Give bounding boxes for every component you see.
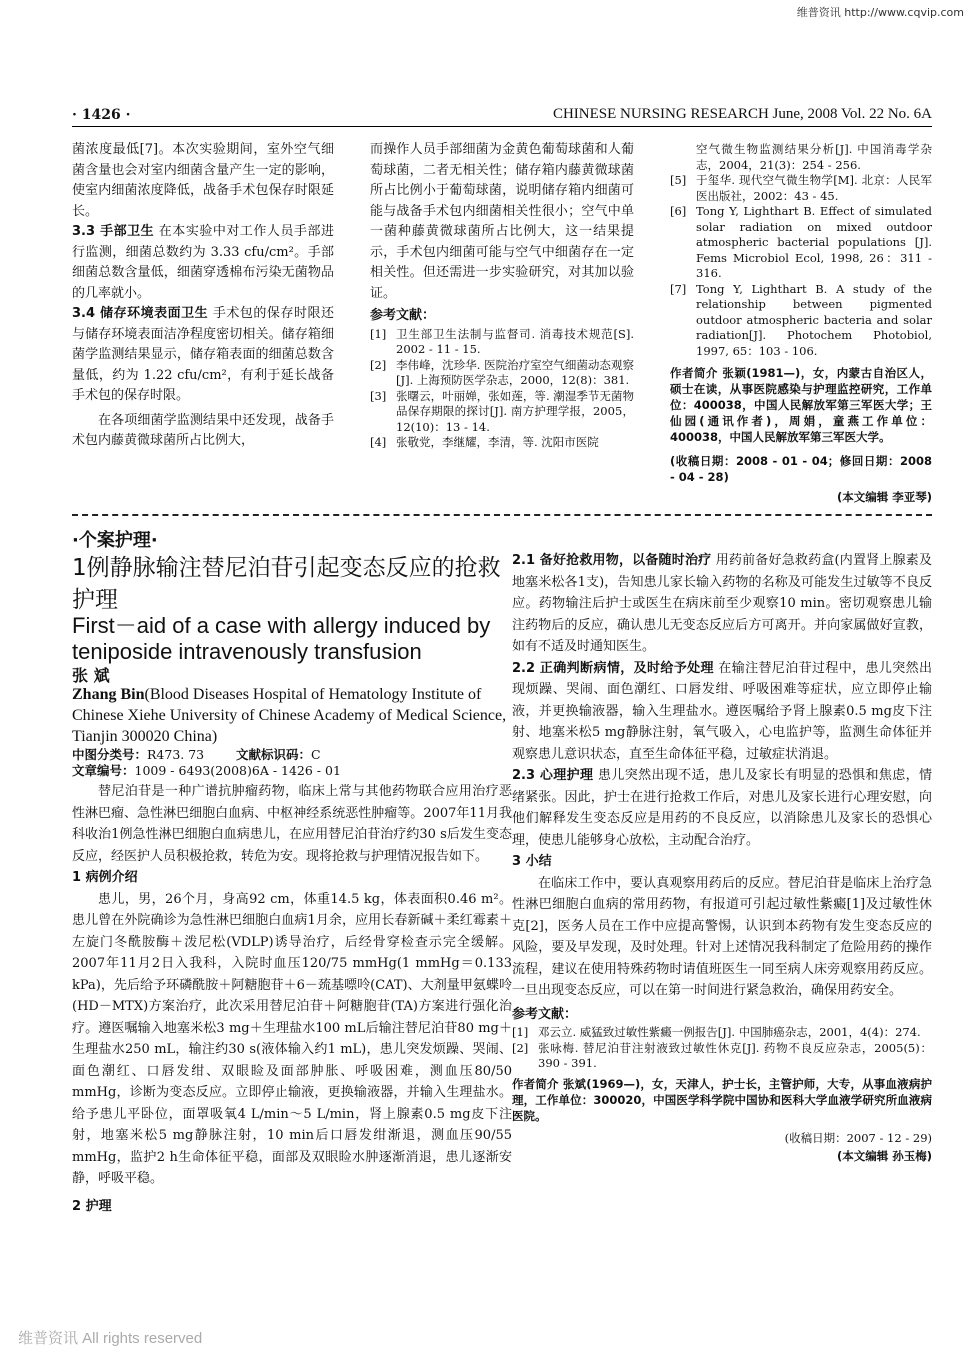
- paragraph: 而操作人员手部细菌为金黄色葡萄球菌和人葡萄球菌，二者无相关性；储存箱内藤黄微球菌所占比例小于葡萄球菌，说明储存箱内细菌可能与战备手术包内细菌相关性很小；空气中单一菌种藤黄微球菌所占比例大，这一结果提示，手术包内细菌可能与空气中细菌存在一定相关性。但还需进一步实验研究，对其加以验证。: [370, 142, 634, 301]
- section-3-4: [72, 304, 334, 407]
- section-heading: 3.3 手部卫生: [72, 224, 155, 239]
- classification-line: 中图分类号：R473. 73 文献标识码：C: [72, 747, 321, 762]
- reference-item: [3] 张曙云，叶丽婵，张如莲，等. 潮湿季节无菌物品保存期限的探讨[J]. 南方护理学报，2005，12(10)：13 - 14.: [370, 388, 634, 434]
- section-2-3: 2.3 心理护理 患儿突然出现不适，患儿及家长有明显的恐惧和焦虑，情绪紧张。因此，护士在进行抢救工作后，对患儿及家长进行心理安慰，向他们解释发生变态反应是用药的不良反应，以消除患儿及家长的恐惧心理，使患儿能够身心放松，主动配合治疗。: [512, 768, 932, 848]
- article-col-right: [512, 550, 932, 1167]
- received-date: (收稿日期：2008 - 01 - 04；修回日期：2008 - 04 - 28): [670, 454, 932, 484]
- received-date: (收稿日期：2007 - 12 - 29): [784, 1130, 932, 1145]
- column-tag: ·个案护理·: [72, 530, 158, 551]
- affiliation-text: (Blood Diseases Hospital of Hematology Institute of Chinese Xiehe University of Chinese Academy of Medical Science, Tianjin 300020 China): [72, 686, 507, 745]
- author-note: 作者简介 张颖(1981—)，女，内蒙古自治区人，硕士在读，从事医院感染与护理监控研究，工作单位：400038，中国人民解放军第三军医大学；王仙园(通讯作者)，周娟，童燕工作单位：400038，中国人民解放军第三军医大学。: [670, 366, 932, 444]
- prev-col-3: [670, 142, 932, 508]
- author-note: 作者简介 张斌(1969—)，女，天津人，护士长，主管护师，大专，从事血液病护理，工作单位：300020，中国医学科学院中国协和医科大学血液学研究所血液病医院。: [512, 1076, 932, 1123]
- section-heading: 3.4 储存环境表面卫生: [72, 306, 209, 321]
- article-col-left: [72, 781, 512, 1217]
- section-heading-1: 1 病例介绍: [72, 870, 138, 885]
- section-body: 手术包的保存时限还与储存环境表面洁净程度密切相关。储存箱细菌学监测结果显示，储存箱表面的细菌总数含量低，约为 1.22 cfu/cm²，有利于延长战备手术包的保存时限。: [72, 306, 334, 403]
- summary-paragraph: 在临床工作中，要认真观察用药后的反应。替尼泊苷是临床上治疗急性淋巴细胞白血病的常用药物，有报道可引起过敏性紫癜[1]及过敏性休克[2]，医务人员在工作中应提高警惕，认识到本药物有发生变态反应的风险，要及早发现，及时处理。针对上述情况我科制定了危险用药的操作流程，建议在使用特殊药物时请值班医生一同至病人床旁观察用药反应。一旦出现变态反应，可以在第一时间进行紧急救治，确保用药安全。: [512, 875, 932, 998]
- reference-item: [7] Tong Y, Lighthart B. A study of the relationship between pigmented outdoor atmospheric bacteria and solar radiation[J]. Photochem Photobiol, 1997, 65：103 - 106.: [670, 281, 932, 358]
- section-3-3: [72, 222, 334, 304]
- reference-item: 空气微生物监测结果分析[J]. 中国消毒学杂志，2004，21(3)：254 - 256.: [696, 142, 932, 172]
- author-name: 张 斌: [72, 666, 110, 685]
- section-heading-2: 2 护理: [72, 1198, 112, 1214]
- section-divider: [72, 514, 932, 516]
- reference-item: [5] 于玺华. 现代空气微生物学[M]. 北京：人民军医出版社，2002：43 - 45.: [670, 173, 932, 203]
- reference-item: [6] Tong Y, Lighthart B. Effect of simulated solar radiation on mixed outdoor atmospheric bacterial populations [J]. Fems Microbiol Ecol, 1998, 26：311 - 316.: [670, 204, 932, 280]
- article-title-cn: 1例静脉输注替尼泊苷引起变态反应的抢救护理: [72, 555, 501, 613]
- page-number: · 1426 ·: [72, 107, 131, 123]
- article-title-en: First－aid of a case with allergy induced by teniposide intravenously transfusion: [72, 613, 491, 664]
- prev-col-2: [370, 140, 634, 451]
- article-number-line: 文章编号：1009 - 6493(2008)6A - 1426 - 01: [72, 763, 341, 778]
- reference-item: [2] 张咏梅. 替尼泊苷注射液致过敏性休克[J]. 药物不良反应杂志，2005(5)：390 - 391.: [512, 1040, 932, 1070]
- article-meta: [72, 747, 512, 779]
- paragraph: 菌浓度最低[7]。本次实验期间，室外空气细菌含量也会对室内细菌含量产生一定的影响，使室内细菌浓度降低，战备手术包保存时限延长。: [72, 142, 334, 219]
- section-2-2: 2.2 正确判断病情，及时给予处理 在输注替尼泊苷过程中，患儿突然出现烦躁、哭闹、面色潮红、口唇发绀、呼吸困难等症状，应立即停止输液，并更换输液器，输入生理盐水。遵医嘱给予肾上腺素0.5 mg皮下注射、地塞米松5 mg静脉注射，氧气吸入，心电监护等，监测生命体征并观察患儿意识状态，直至生命体征平稳，过敏症状消退。: [512, 660, 932, 762]
- reference-item: [1] 邓云立. 威猛致过敏性紫癜一例报告[J]. 中国肺癌杂志，2001，4(4)：274.: [512, 1025, 921, 1039]
- references-heading: 参考文献：: [370, 308, 436, 323]
- section-body: 在本实验中对工作人员手部进行监测，细菌总数约为 3.33 cfu/cm²。手部细菌总数含量低，细菌穿透棉布污染无菌物品的几率就小。: [72, 224, 334, 301]
- intro-paragraph: 替尼泊苷是一种广谱抗肿瘤药物，临床上常与其他药物联合应用治疗恶性淋巴瘤、急性淋巴细胞白血病、中枢神经系统恶性肿瘤等。2007年11月我科收治1例急性淋巴细胞白血病患儿，在应用替尼泊苷治疗约30 s后发生变态反应，经医护人员积极抢救，转危为安。现将抢救与护理情况报告如下。: [72, 784, 512, 864]
- watermark-top: 维普资讯 http://www.cqvip.com: [796, 6, 964, 19]
- author-affiliation: [72, 684, 512, 747]
- section-2-1: 2.1 备好抢救用物，以备随时治疗 用药前备好急救药盒(内置肾上腺素及地塞米松各1支)，告知患儿家长输入药物的名称及可能发生过敏等不良反应。药物输注后护士或医生在病床前至少观察10 min。密切观察患儿输注药物后的反应，确认患儿无变态反应后方可离开。并向家属做好宣教，如有不适及时通知医生。: [512, 553, 932, 654]
- reference-item: [4] 张敬党，李继耀，李清，等. 沈阳市医院: [370, 435, 599, 449]
- references-list: [512, 1025, 932, 1072]
- case-paragraph: 患儿，男，26个月，身高92 cm，体重14.5 kg，体表面积0.46 m²。患儿曾在外院确诊为急性淋巴细胞白血病1月余，应用长春新碱＋柔红霉素＋左旋门冬酰胺酶＋泼尼松(VDLP)诱导治疗，后经骨穿检查示完全缓解。2007年11月2日入我科，入院时血压120/75 mmHg(1 mmHg＝0.133 kPa)，先后给予环磷酰胺＋阿糖胞苷＋6－巯基嘌呤(CAT)、大剂量甲氨蝶呤(HD－MTX)方案治疗，此次采用替尼泊苷＋阿糖胞苷(TA)方案进行强化治疗。遵医嘱输入地塞米松3 mg＋生理盐水100 mL后输注替尼泊苷80 mg＋生理盐水250 mL，输注约30 s(液体输入约1 mL)，患儿突发烦躁、哭闹、面色潮红、口唇发绀、双眼睑及面部肿胀、呼吸困难，测血压80/50 mmHg，诊断为变态反应。立即停止输液，更换输液器，并输入生理盐水。给予患儿平卧位，面罩吸氧4 L/min～5 L/min，肾上腺素0.5 mg皮下注射，地塞米松5 mg静脉注射，10 min后口唇发绀渐退，测血压90/55 mmHg，监护2 h生命体征平稳，面部及双眼睑水肿逐渐消退，患儿逐渐安静，呼吸平稳。: [72, 891, 512, 1186]
- watermark-bottom: 维普资讯 All rights reserved: [18, 1330, 203, 1347]
- reference-item: [1] 卫生部卫生法制与监督司. 消毒技术规范[S]. 2002 - 11 - 15.: [370, 326, 634, 356]
- references-list: [670, 142, 932, 359]
- journal-info: CHINESE NURSING RESEARCH June, 2008 Vol. 22 No. 6A: [552, 106, 932, 122]
- prev-col-1: [72, 140, 334, 452]
- editor-note: (本文编辑 孙玉梅): [836, 1148, 932, 1163]
- reference-item: [2] 李伟峰，沈珍华. 医院治疗室空气细菌动态观察[J]. 上海预防医学杂志，2000，12(8)：381.: [370, 357, 634, 387]
- running-header: [72, 104, 932, 127]
- paragraph: 在各项细菌学监测结果中还发现，战备手术包内藤黄微球菌所占比例大，: [72, 412, 334, 448]
- references-list: [370, 327, 634, 451]
- references-heading: 参考文献：: [512, 1006, 578, 1022]
- section-heading-3: 3 小结: [512, 854, 552, 869]
- editor-note: (本文编辑 李亚琴): [836, 490, 932, 504]
- affiliation-name: Zhang Bin: [72, 686, 145, 703]
